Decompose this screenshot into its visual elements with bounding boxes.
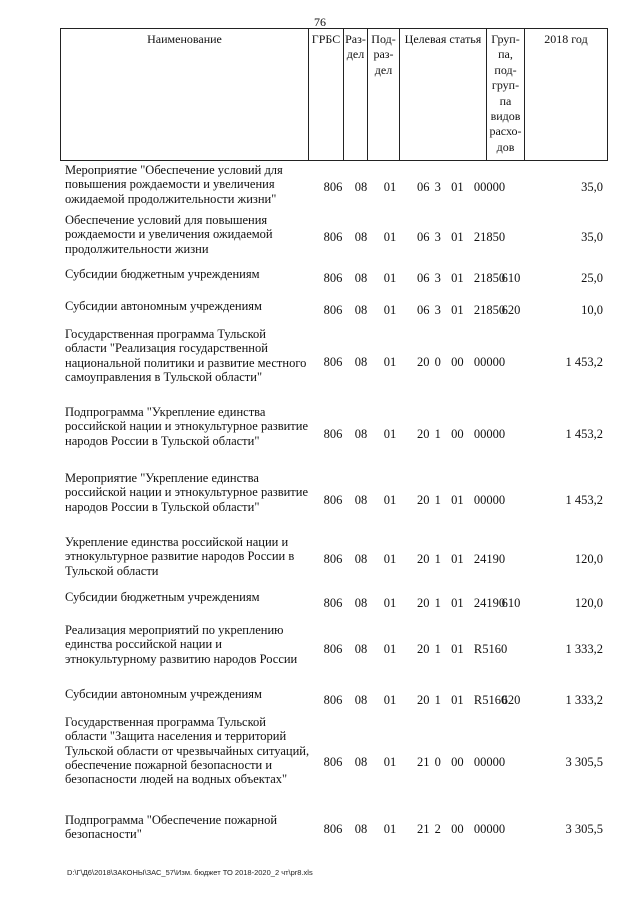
row-razdel: 08 <box>354 552 368 566</box>
header-target-article: Целевая статья <box>400 29 487 160</box>
row-podrazdel: 01 <box>383 596 397 610</box>
row-razdel: 08 <box>354 693 368 707</box>
row-target-article: 06 3 01 21850 <box>417 271 506 285</box>
row-grbs: 806 <box>323 822 343 836</box>
row-amount: 3 305,5 <box>565 755 603 769</box>
row-grbs: 806 <box>323 693 343 707</box>
row-razdel: 08 <box>354 355 368 369</box>
row-name: Подпрограмма "Обеспечение пожарной безопасности" <box>65 813 278 842</box>
table-row <box>0 684 640 712</box>
row-grbs: 806 <box>323 355 343 369</box>
row-amount: 1 333,2 <box>565 642 603 656</box>
row-razdel: 08 <box>354 822 368 836</box>
row-amount: 1 333,2 <box>565 693 603 707</box>
table-row <box>0 160 640 210</box>
row-podrazdel: 01 <box>383 355 397 369</box>
table-row <box>0 296 640 320</box>
row-grbs: 806 <box>323 271 343 285</box>
row-grbs: 806 <box>323 755 343 769</box>
row-grbs: 806 <box>323 427 343 441</box>
header-name: Наименование <box>60 29 309 160</box>
row-name: Обеспечение условий для повышения рождаемости и увеличения ожидаемой продолжительности жизни <box>65 213 273 256</box>
row-target-article: 20 1 00 00000 <box>417 427 506 441</box>
row-expense-type: 620 <box>501 303 521 317</box>
row-name: Субсидии бюджетным учреждениям <box>65 590 260 604</box>
row-podrazdel: 01 <box>383 303 397 317</box>
table-row <box>0 587 640 615</box>
page-number: 76 <box>314 15 326 29</box>
row-name: Субсидии бюджетным учреждениям <box>65 267 260 281</box>
row-podrazdel: 01 <box>383 427 397 441</box>
row-grbs: 806 <box>323 642 343 656</box>
row-grbs: 806 <box>323 552 343 566</box>
row-amount: 10,0 <box>581 303 603 317</box>
row-expense-type: 610 <box>501 596 521 610</box>
row-amount: 1 453,2 <box>565 355 603 369</box>
row-razdel: 08 <box>354 596 368 610</box>
header-expense-type: Груп-па, под-груп-па видов расхо-дов <box>487 29 525 160</box>
row-target-article: 21 0 00 00000 <box>417 755 506 769</box>
table-row <box>0 210 640 260</box>
row-target-article: 20 1 01 R5160 <box>417 693 508 707</box>
row-podrazdel: 01 <box>383 230 397 244</box>
row-podrazdel: 01 <box>383 180 397 194</box>
row-grbs: 806 <box>323 493 343 507</box>
row-target-article: 06 3 01 21850 <box>417 303 506 317</box>
row-razdel: 08 <box>354 642 368 656</box>
row-name: Субсидии автономным учреждениям <box>65 299 262 313</box>
row-amount: 120,0 <box>574 596 603 610</box>
row-amount: 35,0 <box>581 230 603 244</box>
row-name: Укрепление единства российской нации и этнокультурное развитие народов России в Тульской области <box>65 535 295 578</box>
row-podrazdel: 01 <box>383 552 397 566</box>
row-amount: 1 453,2 <box>565 493 603 507</box>
row-name: Государственная программа Тульской области "Реализация государственной национальной политики и развитие местного самоуправления в Тульской области" <box>65 327 307 384</box>
row-name: Мероприятие "Обеспечение условий для повышения рождаемости и увеличения ожидаемой продолжительности жизни" <box>65 163 283 206</box>
row-amount: 1 453,2 <box>565 427 603 441</box>
header-podrazdel: Под-раз-дел <box>368 29 400 160</box>
row-amount: 120,0 <box>574 552 603 566</box>
row-razdel: 08 <box>354 303 368 317</box>
row-target-article: 20 1 01 24190 <box>417 552 506 566</box>
table-row <box>0 532 640 582</box>
row-grbs: 806 <box>323 596 343 610</box>
row-grbs: 806 <box>323 180 343 194</box>
row-expense-type: 610 <box>501 271 521 285</box>
table-header <box>60 28 608 161</box>
row-expense-type: 620 <box>501 693 521 707</box>
row-name: Государственная программа Тульской области "Защита населения и территорий Тульской области от чрезвычайных ситуаций, обеспечение пожарной безопасности и безопасности людей на водных объектах" <box>65 715 310 787</box>
row-name: Реализация мероприятий по укреплению единства российской нации и этнокультурному развитию народов России <box>65 623 298 666</box>
row-target-article: 06 3 01 21850 <box>417 230 506 244</box>
row-razdel: 08 <box>354 427 368 441</box>
row-podrazdel: 01 <box>383 493 397 507</box>
row-razdel: 08 <box>354 180 368 194</box>
row-grbs: 806 <box>323 230 343 244</box>
header-grbs: ГРБС <box>309 29 344 160</box>
row-podrazdel: 01 <box>383 822 397 836</box>
row-target-article: 20 1 01 R5160 <box>417 642 508 656</box>
row-amount: 3 305,5 <box>565 822 603 836</box>
row-podrazdel: 01 <box>383 642 397 656</box>
row-razdel: 08 <box>354 230 368 244</box>
row-name: Подпрограмма "Укрепление единства российской нации и этнокультурное развитие народов России в Тульской области" <box>65 405 308 448</box>
header-razdel: Раз-дел <box>344 29 368 160</box>
row-amount: 25,0 <box>581 271 603 285</box>
row-amount: 35,0 <box>581 180 603 194</box>
row-podrazdel: 01 <box>383 693 397 707</box>
row-razdel: 08 <box>354 755 368 769</box>
row-name: Субсидии автономным учреждениям <box>65 687 262 701</box>
row-target-article: 21 2 00 00000 <box>417 822 506 836</box>
row-target-article: 20 0 00 00000 <box>417 355 506 369</box>
table-row <box>0 324 640 396</box>
table-row <box>0 620 640 674</box>
table-row <box>0 264 640 288</box>
row-podrazdel: 01 <box>383 271 397 285</box>
row-name: Мероприятие "Укрепление единства российской нации и этнокультурное развитие народов России в Тульской области" <box>65 471 308 514</box>
row-razdel: 08 <box>354 493 368 507</box>
row-podrazdel: 01 <box>383 755 397 769</box>
row-razdel: 08 <box>354 271 368 285</box>
header-year-2018: 2018 год <box>525 29 608 160</box>
table-row <box>0 468 640 528</box>
footer-file-path: D:\Г\Д6\2018\ЗАКОНЫ\ЗАС_57\Изм. бюджет ТО 2018-2020_2 чт\pr8.xls <box>67 868 313 877</box>
row-target-article: 20 1 01 24190 <box>417 596 506 610</box>
table-row <box>0 810 640 844</box>
row-target-article: 06 3 01 00000 <box>417 180 506 194</box>
row-grbs: 806 <box>323 303 343 317</box>
row-target-article: 20 1 01 00000 <box>417 493 506 507</box>
table-row <box>0 402 640 462</box>
table-row <box>0 712 640 808</box>
